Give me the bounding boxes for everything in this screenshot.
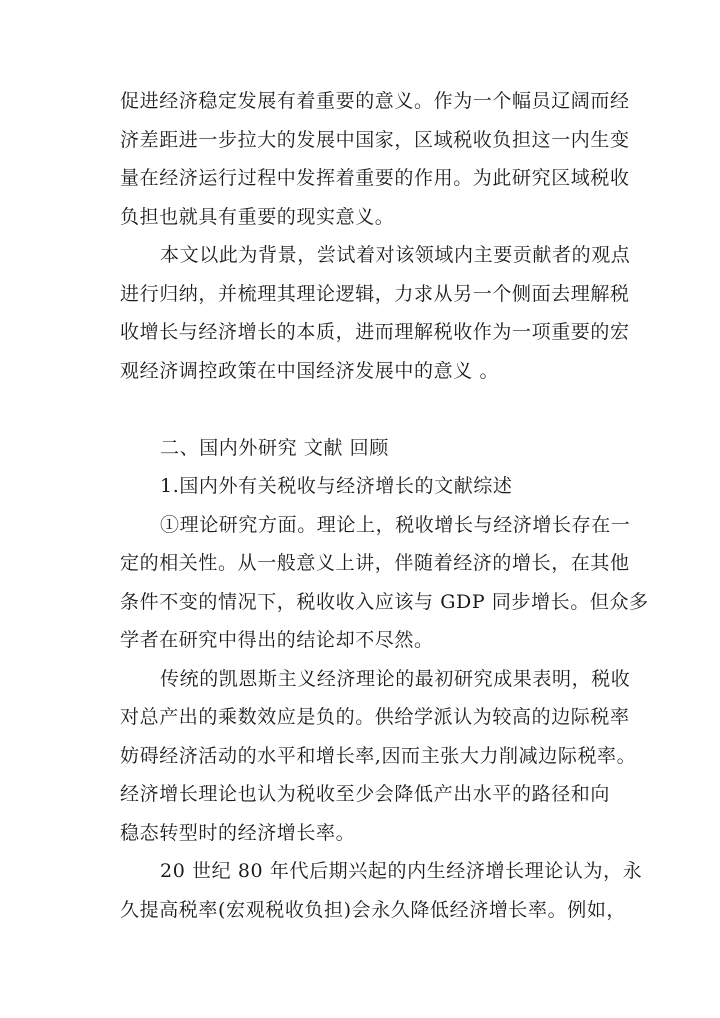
blank-line (120, 390, 616, 429)
subsection-heading: 1.国内外有关税收与经济增长的文献综述 (160, 475, 513, 497)
paragraph-line: 传统的凯恩斯主义经济理论的最初研究成果表明，税收 (160, 667, 631, 690)
paragraph-line: 学者在研究中得出的结论却不尽然。 (120, 629, 434, 651)
paragraph-line: 进行归纳，并梳理其理论逻辑，力求从另一个侧面去理解税 (120, 282, 630, 305)
paragraph-line: 20 世纪 80 年代后期兴起的内生经济增长理论认为，永 (160, 860, 643, 882)
section-heading: 二、国内外研究 文献 回顾 (160, 436, 389, 459)
paragraph-line: ①理论研究方面。理论上，税收增长与经济增长存在一 (160, 513, 631, 536)
paragraph-line: 量在经济运行过程中发挥着重要的作用。为此研究区域税收 (120, 167, 630, 189)
paragraph-line: 条件不变的情况下，税收收入应该与 GDP 同步增长。但众多 (120, 590, 649, 613)
paragraph-line: 促进经济稳定发展有着重要的意义。作为一个幅员辽阔而经 (120, 90, 630, 112)
paragraph-line: 济差距进一步拉大的发展中国家，区域税收负担这一内生变 (120, 128, 630, 151)
paragraph-line: 经济增长理论也认为税收至少会降低产出水平的路径和向 (120, 783, 611, 805)
paragraph-line: 久提高税率(宏观税收负担)会永久降低经济增长率。例如， (120, 898, 627, 921)
paragraph-line: 稳态转型时的经济增长率。 (120, 821, 356, 844)
paragraph-line: 本文以此为背景，尝试着对该领域内主要贡献者的观点 (160, 244, 631, 266)
paragraph-line: 妨碍经济活动的水平和增长率,因而主张大力削减边际税率。 (120, 744, 637, 767)
paragraph-line: 对总产出的乘数效应是负的。供给学派认为较高的边际税率 (120, 706, 630, 728)
paragraph-line: 收增长与经济增长的本质，进而理解税收作为一项重要的宏 (120, 321, 630, 343)
paragraph-line: 定的相关性。从一般意义上讲，伴随着经济的增长，在其他 (120, 552, 630, 574)
paragraph-line: 负担也就具有重要的现实意义。 (120, 205, 395, 228)
paragraph-line: 观经济调控政策在中国经济发展中的意义 。 (120, 359, 500, 382)
document-body (120, 82, 649, 929)
